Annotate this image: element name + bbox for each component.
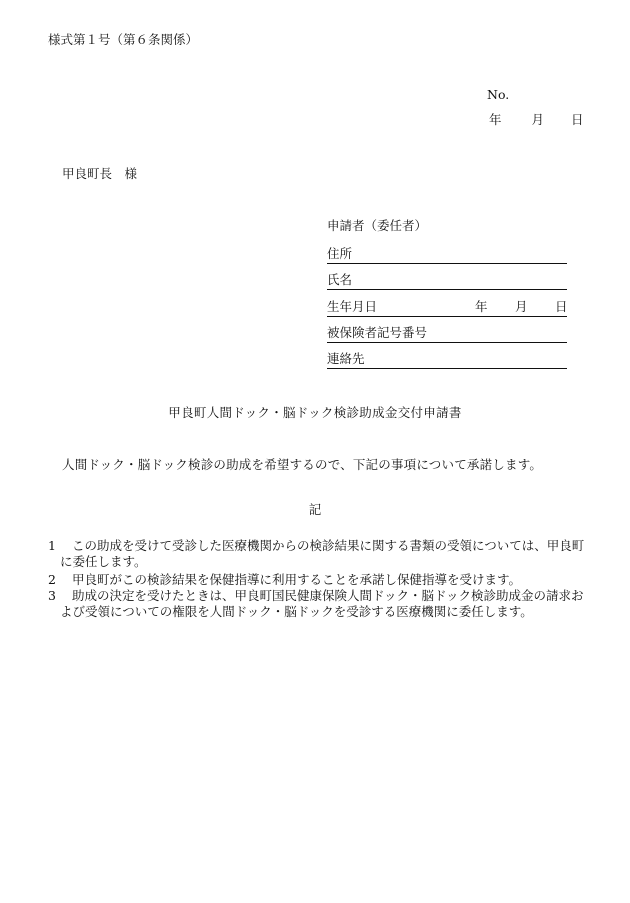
birthdate-year-label: 年 [475, 299, 488, 314]
date-year-label: 年 [489, 112, 502, 127]
item-number: 3 [48, 588, 56, 603]
birthdate-day-label: 日 [555, 299, 568, 314]
birthdate-label: 生年月日 [327, 299, 378, 314]
contact-label: 連絡先 [327, 351, 365, 366]
document-title: 甲良町人間ドック・脳ドック検診助成金交付申請書 [168, 405, 462, 420]
date-month-label: 月 [531, 112, 545, 127]
list-item [48, 588, 588, 620]
list-item [48, 572, 588, 588]
name-field[interactable] [327, 274, 567, 290]
item-text: 甲良町がこの検診結果を保健指導に利用することを承諾し保健指導を受けます。 [72, 572, 522, 587]
insured-number-label: 被保険者記号番号 [327, 325, 428, 340]
ki-heading: 記 [308, 502, 322, 517]
submission-date [489, 114, 584, 127]
item-text: この助成を受けて受診した医療機関からの検診結果に関する書類の受領については、甲良町に委任します。 [60, 538, 585, 569]
address-field[interactable] [327, 248, 567, 264]
birthdate-field[interactable] [327, 301, 567, 317]
item-number: 1 [48, 538, 56, 553]
form-number: 様式第１号（第６条関係） [48, 32, 199, 47]
name-label: 氏名 [327, 272, 353, 287]
contact-field[interactable] [327, 353, 567, 369]
address-label: 住所 [327, 246, 353, 261]
item-number: 2 [48, 572, 56, 587]
insured-number-field[interactable] [327, 327, 567, 343]
date-day-label: 日 [571, 112, 584, 127]
list-item [48, 538, 588, 570]
addressee: 甲良町長 様 [62, 166, 138, 181]
intro-text: 人間ドック・脳ドック検診の助成を希望するので、下記の事項について承諾します。 [62, 457, 543, 472]
document-number-label: No. [487, 87, 510, 102]
applicant-title: 申請者（委任者） [327, 218, 428, 233]
birthdate-month-label: 月 [515, 299, 528, 314]
item-text: 助成の決定を受けたときは、甲良町国民健康保険人間ドック・脳ドック検診助成金の請求および受領についての権限を人間ドック・脳ドックを受診する医療機関に委任します。 [60, 588, 584, 619]
